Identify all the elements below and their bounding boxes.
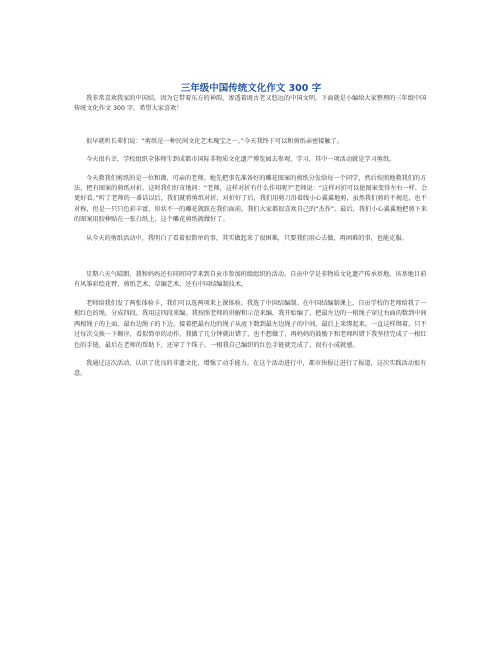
paragraph-1: 很早就听长辈们说：“剪纸是一种民间文化艺术瑰宝之一。”今天我终于可以和剪纸亲密接触了。 <box>86 137 343 145</box>
paragraph-5: 星期六天气晴朗，我和妈妈还有同班同学来到自贡市参加班级组织的活动。自贡中学是非物质文化遗产传承基地，该基地目前有风筝彩绘花臂、剪纸艺术、草编艺术、还有中国结编制技术。 <box>74 271 427 289</box>
document-title: 三年级中国传统文化作文 300 字 <box>180 83 322 94</box>
paragraph-4: 从今天的剪纸活动中，我明白了看着很简单的事，其实做起来了很困难，只要我们用心去做，再困难的事，也能克服。 <box>86 234 408 242</box>
document-body <box>74 94 432 388</box>
paragraph-6: 老师给我们发了两张体验卡，我们可以选两项来上课体验。我选了中国结编制。在中国结编制课上，自贡学校的老师给我了一根红色的绳，分成四段。我用这四段来编。我按照老师的讲解和示范来编，我开始编了，把最左边的一根绳子穿过右面的数到中间两根绳子的上面，最右边绳子的下边。接着把最右边的绳子从底下数到最左边绳子的中间，最后上来绑起来。一直这样绑着，只不过每次交换一下顺序，看似简单的动作，我做了几分钟就出错了，也不想做了，再妈妈的鼓励下和老师纠错下我坚持完成了一根红色的手链，最后在老师的帮助下，还穿了个珠子。一根我自己编织的红色手链就完成了，很有小成就感。 <box>74 299 427 349</box>
paragraph-intro: 我非常喜欢我家的中国结，因为它带着东方的神韵，渗透着既古老又悠远的中国文明。下面就是小编给大家整理的三年级中国传统文化作文 300 字，希望大家喜欢！ <box>74 95 427 113</box>
paragraph-3: 今天教我们剪纸的是一位和蔼、可亲的老师。她先把事先准备好的雕花图案的剪纸分发给每一个同学，然后按照地教我们的方法，把有图案的剪纸对折。这时我们好奇地问：“老师，这样对折有什么作用呢?”老师说：“这样对折可以使图案变得左右一样，会更好看。”听了老师的一番话以后，我们就将剪纸对折，对折好了后，我们用剪刀沿着线小心翼翼地剪，虽然我们剪的不规范，也不对称，但是一只只色彩丰富、形状不一的雕花就跃在我们面前，我们大家都很喜欢自己的“杰作”。最后，我们小心翼翼地把剪下来的图案用胶棒贴在一张白纸上，这个雕花剪纸就做好了。 <box>74 174 428 224</box>
paragraph-2: 今天很有幸，学校组织全体师生到成都市国际非物质文化遗产博览园去参观、学习，其中一项活动就是学习剪纸。 <box>86 156 396 164</box>
paragraph-7: 我通过这次活动，认识了优良的非遗文化，增强了动手能力。在这个活动进行中，都市快报让进行了报道，这次实践活动很有意。 <box>74 359 427 378</box>
